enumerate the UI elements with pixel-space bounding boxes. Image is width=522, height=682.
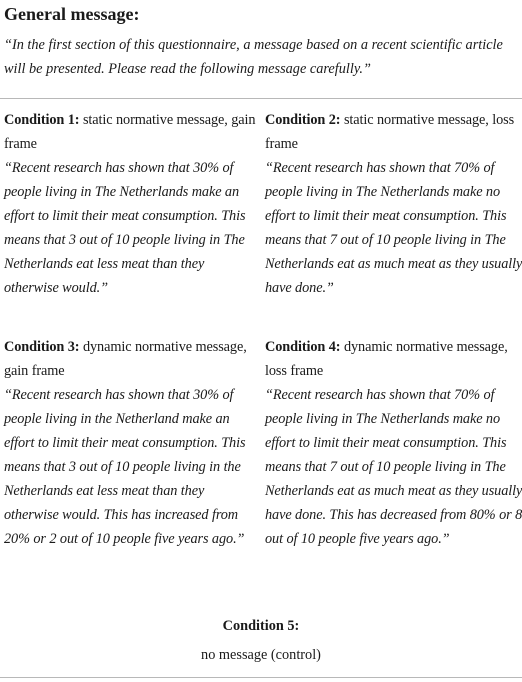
condition-2-description: static normative message, loss frame (265, 112, 515, 152)
general-message-title: General message: (4, 4, 140, 24)
condition-4-cell (265, 335, 522, 551)
condition-5-description: no message (control) (201, 647, 321, 663)
condition-2-cell (265, 108, 522, 300)
general-message-intro: “In the first section of this questionnaire, a message based on a recent scientific article will be presented. Please read the following message carefully.” (4, 37, 503, 77)
top-divider (0, 98, 522, 99)
condition-3-message: “Recent research has shown that 30% of people living in the Netherland make an effort to limit their meat consumption. This means that 3 out of 10 people living in the Netherlands eat less meat than they otherwise would. This has increased from 20% or 2 out of 10 people five years ago.” (4, 387, 246, 547)
condition-1-cell (4, 108, 262, 300)
condition-1-message: “Recent research has shown that 30% of people living in The Netherlands make an effort to limit their meat consumption. This means that 3 out of 10 people living in The Netherlands eat less meat than they otherwise would.” (4, 160, 246, 296)
condition-3-description: dynamic normative message, gain frame (4, 339, 247, 379)
condition-3-label: Condition 3: (4, 339, 80, 355)
condition-1-label: Condition 1: (4, 112, 80, 128)
condition-3-cell (4, 335, 262, 551)
condition-4-description: dynamic normative message, loss frame (265, 339, 508, 379)
condition-4-message: “Recent research has shown that 70% of people living in The Netherlands make no effort to limit their meat consumption. This means that 7 out of 10 people living in The Netherlands eat as much meat as they usually have done. This has decreased from 80% or 8 out of 10 people five years ago.” (265, 387, 522, 547)
condition-5-label: Condition 5: (222, 618, 300, 634)
condition-2-label: Condition 2: (265, 112, 341, 128)
condition-2-message: “Recent research has shown that 70% of people living in The Netherlands make no effort to limit their meat consumption. This means that 7 out of 10 people living in The Netherlands eat as much meat as they usually have done.” (265, 160, 522, 296)
condition-1-description: static normative message, gain frame (4, 112, 256, 152)
condition-4-label: Condition 4: (265, 339, 341, 355)
bottom-divider (0, 677, 522, 678)
